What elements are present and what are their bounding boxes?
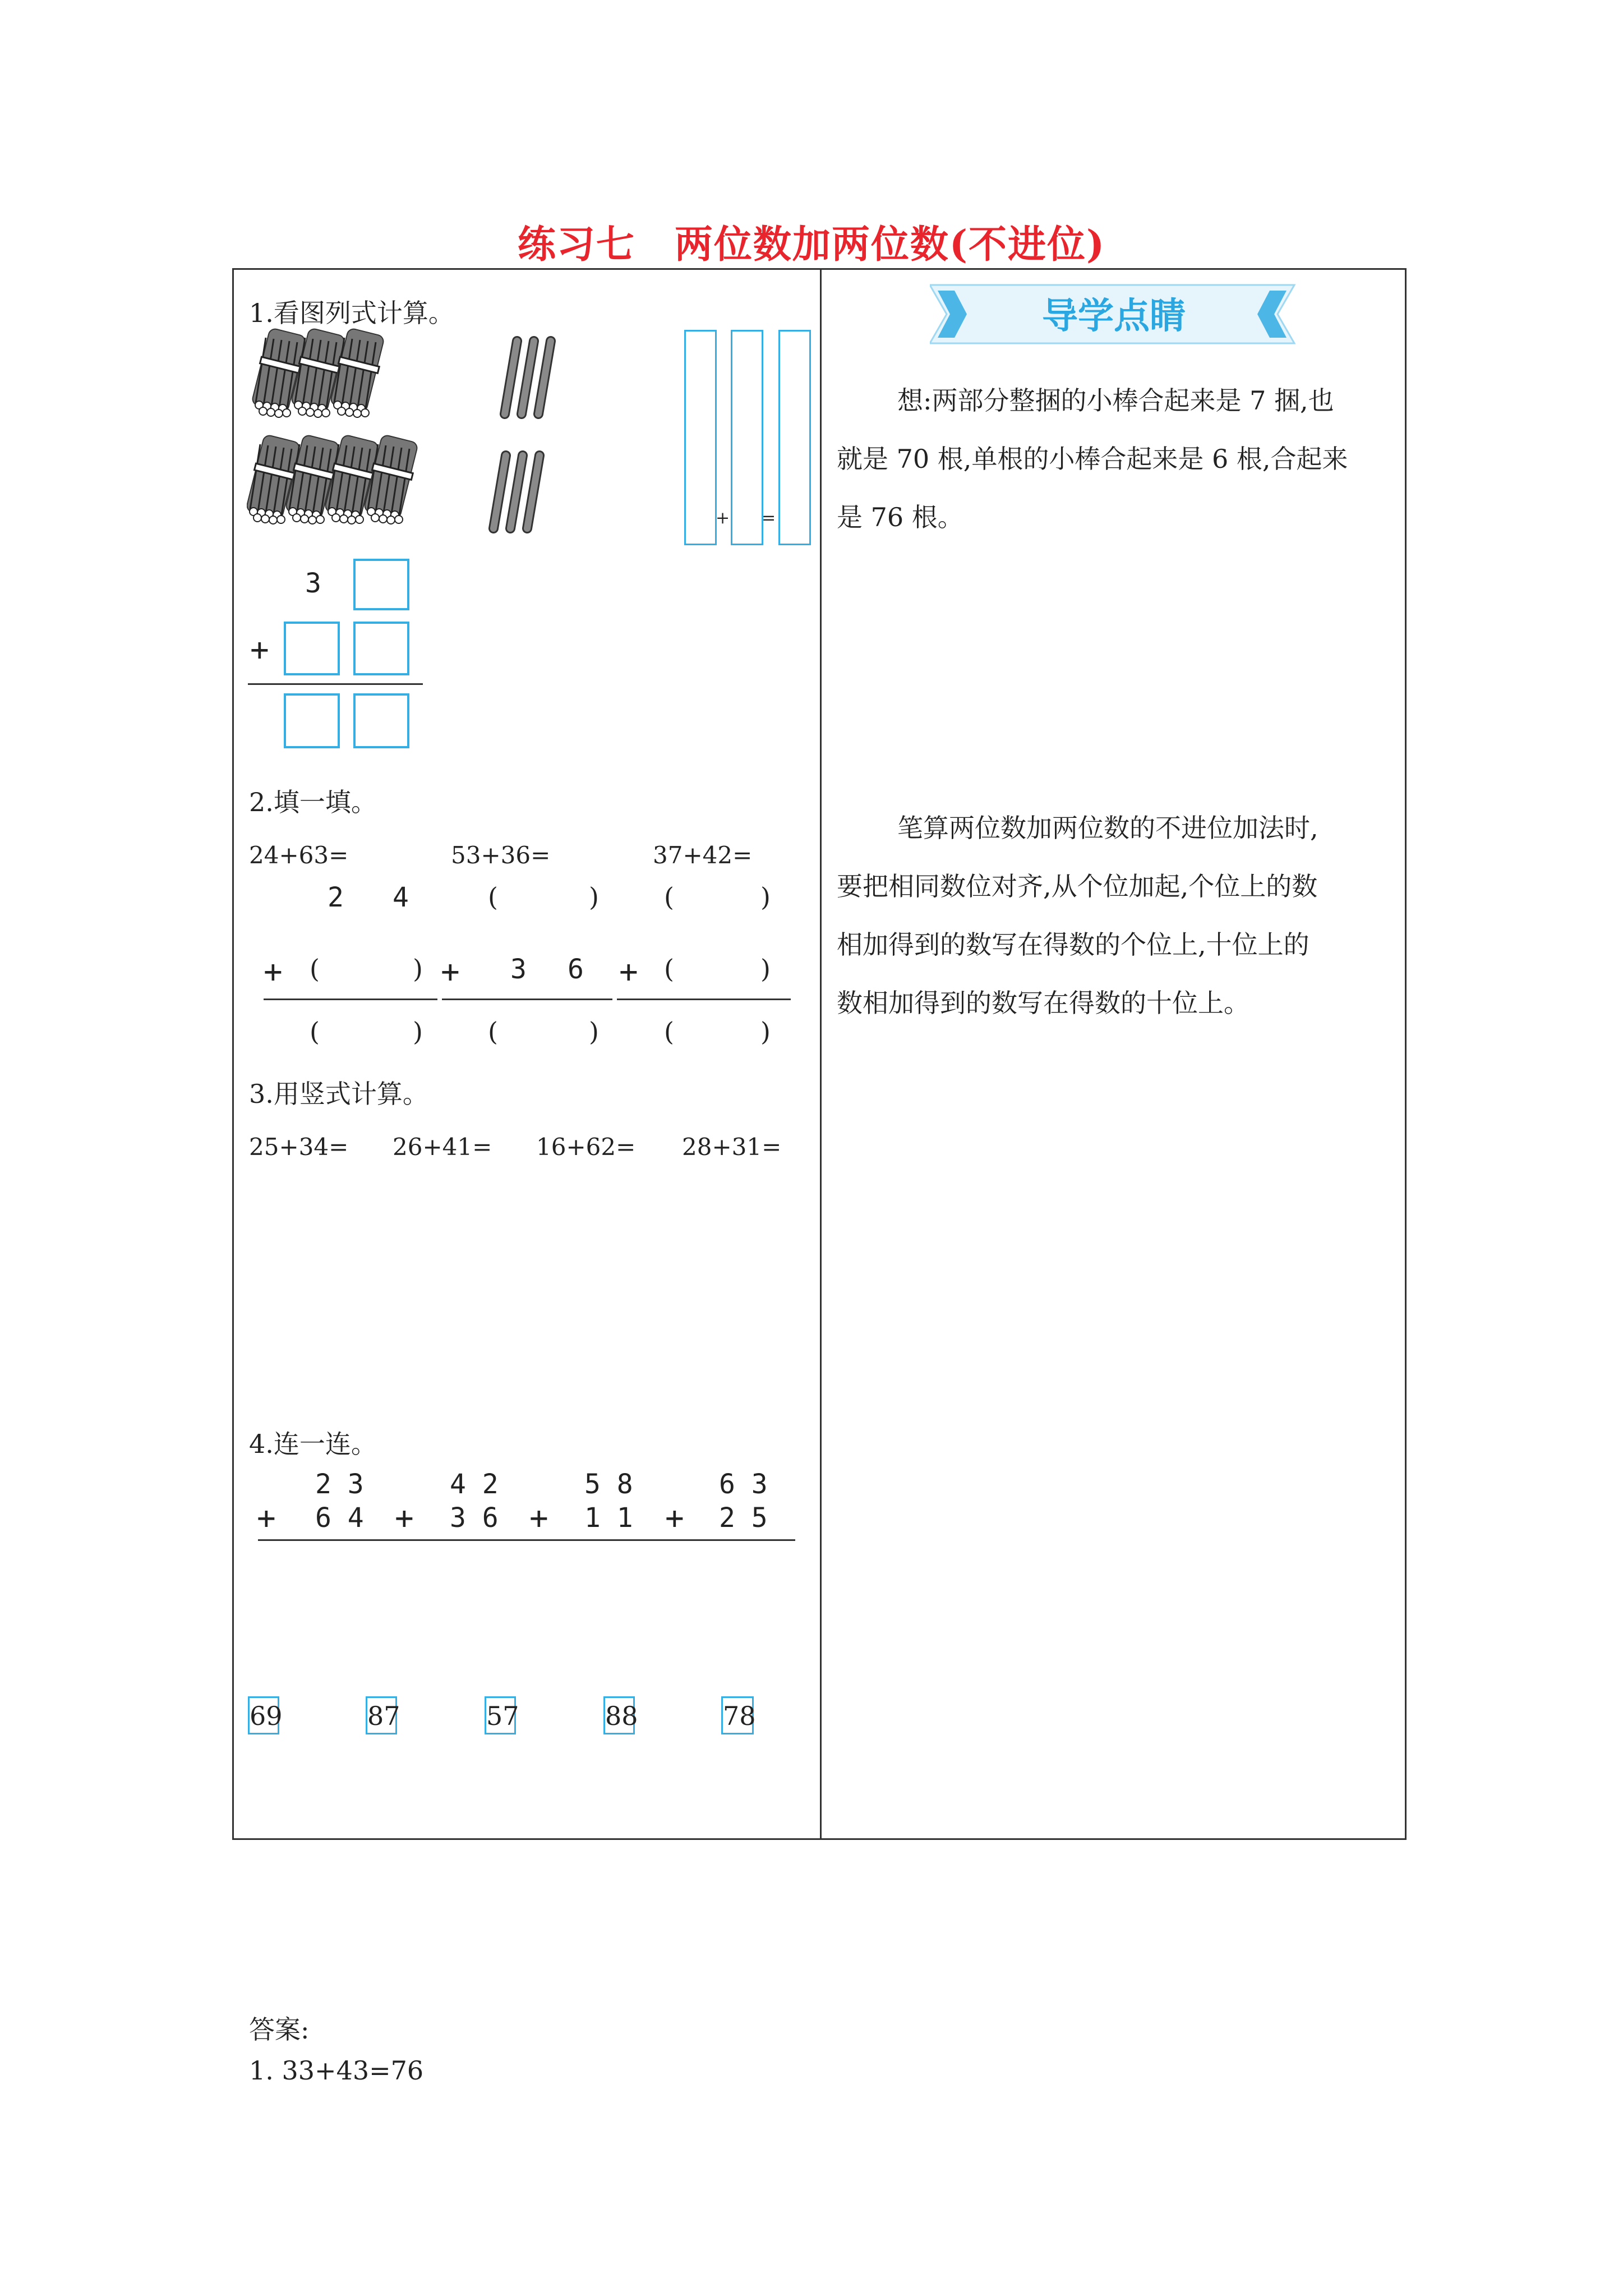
plus-sign: + bbox=[665, 1500, 684, 1536]
answer-option[interactable]: 88 bbox=[603, 1696, 635, 1734]
plus-sign: + bbox=[441, 954, 460, 990]
stick-icon bbox=[510, 455, 523, 528]
paren-close: ) bbox=[413, 954, 423, 984]
guide-text-line: 想:两部分整捆的小棒合起来是 7 捆,也 bbox=[897, 385, 1334, 416]
digit-box[interactable] bbox=[353, 559, 409, 610]
answer-option[interactable]: 57 bbox=[485, 1696, 516, 1734]
expression: 24+63= bbox=[249, 841, 349, 869]
paren-open: ( bbox=[310, 1016, 320, 1047]
paren-open: ( bbox=[664, 1016, 674, 1047]
question-1-label: 1.看图列式计算。 bbox=[249, 298, 454, 328]
stick-icon bbox=[494, 455, 506, 528]
question-2-label: 2.填一填。 bbox=[249, 787, 377, 817]
sum-line bbox=[258, 1539, 795, 1541]
digit: 4 bbox=[393, 882, 409, 913]
stick-icon bbox=[522, 341, 534, 414]
plus-sign: + bbox=[529, 1500, 548, 1536]
plus-sign: + bbox=[716, 508, 730, 528]
addend-top: 5 8 bbox=[584, 1469, 633, 1500]
digit: 2 bbox=[328, 882, 344, 913]
question-4-label: 4.连一连。 bbox=[249, 1429, 377, 1459]
stick-icon bbox=[538, 341, 551, 414]
paren-open: ( bbox=[664, 954, 674, 984]
digit: 6 bbox=[568, 954, 584, 985]
answer-heading: 答案: bbox=[249, 2014, 310, 2045]
equals-sign: = bbox=[762, 508, 776, 528]
answer-option[interactable]: 78 bbox=[721, 1696, 754, 1734]
expression: 26+41= bbox=[393, 1133, 492, 1161]
sum-line bbox=[264, 999, 437, 1000]
question-3-label: 3.用竖式计算。 bbox=[249, 1079, 428, 1109]
expression: 28+31= bbox=[682, 1133, 782, 1161]
guide-text-line: 要把相同数位对齐,从个位加起,个位上的数 bbox=[837, 871, 1318, 901]
expression: 53+36= bbox=[451, 841, 551, 869]
digit-box[interactable] bbox=[284, 622, 340, 675]
addend-bottom: 6 4 bbox=[315, 1502, 364, 1534]
plus-sign: + bbox=[250, 632, 269, 668]
addend-bottom: 1 1 bbox=[584, 1502, 633, 1534]
paren-open: ( bbox=[664, 882, 674, 912]
sum-line bbox=[617, 999, 791, 1000]
guide-text-line: 就是 70 根,单根的小棒合起来是 6 根,合起来 bbox=[837, 444, 1348, 474]
stick-bundles-illustration bbox=[247, 325, 617, 539]
stick-icon bbox=[527, 455, 540, 528]
vertical-top-digit: 3 bbox=[305, 568, 321, 599]
digit-box[interactable] bbox=[353, 622, 409, 675]
answer-line: 1. 33+43=76 bbox=[249, 2055, 424, 2086]
answer-option[interactable]: 87 bbox=[366, 1696, 397, 1734]
plus-sign: + bbox=[264, 954, 283, 990]
sum-line bbox=[442, 999, 612, 1000]
guide-banner-title: 导学点睛 bbox=[1042, 296, 1186, 337]
addend-bottom: 2 5 bbox=[719, 1502, 768, 1534]
digit-box[interactable] bbox=[284, 693, 340, 748]
paren-open: ( bbox=[310, 954, 320, 984]
digit-box[interactable] bbox=[353, 693, 409, 748]
paren-open: ( bbox=[488, 882, 498, 912]
paren-close: ) bbox=[413, 1016, 423, 1047]
paren-close: ) bbox=[589, 882, 599, 912]
answer-option[interactable]: 69 bbox=[248, 1696, 279, 1734]
digit: 3 bbox=[510, 954, 527, 985]
guide-text-line: 是 76 根。 bbox=[837, 502, 963, 532]
plus-sign: + bbox=[619, 954, 638, 990]
stick-icon bbox=[505, 341, 517, 414]
answer-slot-2[interactable] bbox=[731, 330, 763, 545]
sum-line bbox=[248, 683, 423, 685]
answer-slot-1[interactable] bbox=[684, 330, 717, 545]
expression: 16+62= bbox=[536, 1133, 636, 1161]
column-divider bbox=[820, 268, 822, 1840]
guide-text-line: 笔算两位数加两位数的不进位加法时, bbox=[897, 813, 1318, 843]
paren-close: ) bbox=[760, 954, 771, 984]
paren-close: ) bbox=[589, 1016, 599, 1047]
guide-text-line: 相加得到的数写在得数的个位上,十位上的 bbox=[837, 930, 1310, 960]
plus-sign: + bbox=[257, 1500, 276, 1536]
expression: 25+34= bbox=[249, 1133, 349, 1161]
guide-text-line: 数相加得到的数写在得数的十位上。 bbox=[837, 988, 1249, 1018]
addend-top: 6 3 bbox=[719, 1469, 768, 1500]
paren-open: ( bbox=[488, 1016, 498, 1047]
answer-slot-3[interactable] bbox=[778, 330, 811, 545]
addend-top: 2 3 bbox=[315, 1469, 364, 1500]
addend-top: 4 2 bbox=[450, 1469, 499, 1500]
paren-close: ) bbox=[760, 1016, 771, 1047]
page-title: 练习七 两位数加两位数(不进位) bbox=[517, 222, 1106, 267]
addend-bottom: 3 6 bbox=[450, 1502, 499, 1534]
expression: 37+42= bbox=[653, 841, 753, 869]
paren-close: ) bbox=[760, 882, 771, 912]
plus-sign: + bbox=[395, 1500, 414, 1536]
